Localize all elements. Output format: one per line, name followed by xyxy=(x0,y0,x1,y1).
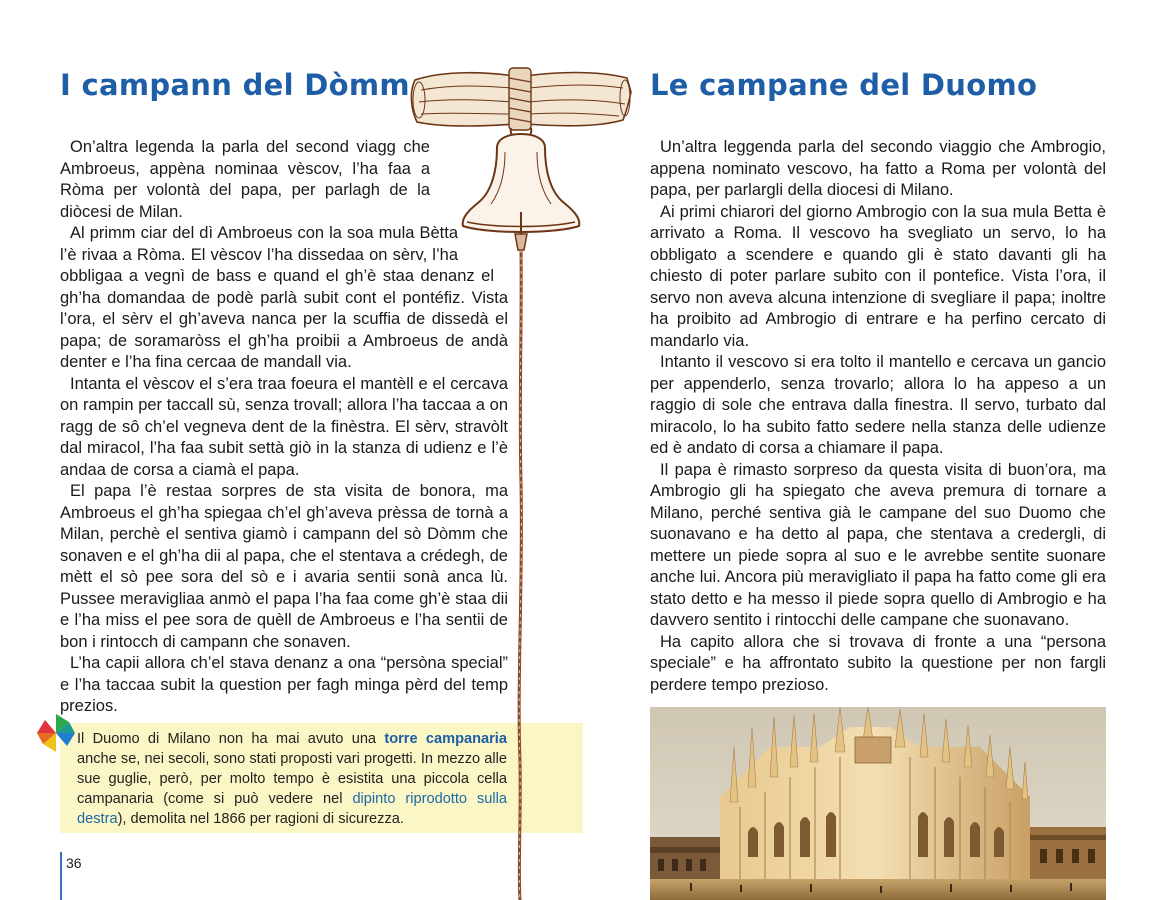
right-body xyxy=(650,137,1106,696)
right-paragraph: Intanto il vescovo si era tolto il mantello e cercava un gancio per appenderlo, senza trovarlo; allora lo ha appeso a un raggio di sole che entrava dalla finestra. Il servo, turbato dal miracolo, lo ha subito fatto sedere nella stanza delle udienze ed è andato di corsa a chiamare il papa. xyxy=(650,353,1106,457)
note-text-part: Il Duomo di Milano non ha mai avuto una xyxy=(77,731,385,747)
left-title: I campann del Dòmm xyxy=(60,68,410,102)
left-paragraph: Al primm ciar del dì Ambroeus con la soa mula Bètta l’è rivaa a Ròma. El vèscov l’ha dissedaa on sèrv, l’ha obbligaa a vegnì de bass e quand el gh’è staa denanz el gh’ha domandaa de podè parlà subit cont el pontéfiz. Vista l’ora, el sèrv el gh’aveva nanca per la scuffia de dissedà el papa; de soramaròss el gh’ha proibii a Ambroeus de andà denter e l’ha fina cercaa de mandall via. xyxy=(60,224,508,371)
right-paragraph: Ha capito allora che si trovava di fronte a una “persona speciale” e ha affrontato subito la questione per non fargli perdere tempo prezioso. xyxy=(650,632,1106,694)
duomo-painting xyxy=(650,707,1106,900)
right-paragraph: Il papa è rimasto sorpreso da questa visita di buon’ora, ma Ambrogio gli ha spiegato che aveva premura di tornare a Milano, perché sentiva già le campane del suo Duomo che suonavano e ha detto al papa, che stentava a credergli, di mettere un piede sopra al suo e le avrebbe sentite suonare anche lui. Ancora più meravigliato il papa ha fatto come gli era stato detto e ha messo il piede sopra quello di Ambrogio e ha davvero sentito i rintocchi delle campane che suonavano. xyxy=(650,460,1106,629)
pinwheel-icon xyxy=(35,712,77,754)
page-number: 36 xyxy=(60,852,82,900)
right-title: Le campane del Duomo xyxy=(650,68,1038,102)
left-paragraph: El papa l’è restaa sorpres de sta visita de bonora, ma Ambroeus el gh’ha spiegaa ch’el gh’aveva prèssa de tornà a Milan, perchè el sentiva giamò i campann del sò Dòmm che sonaven e el gh’ha dii al papa, che el stentava a crédegh, de mètt el sò pee sora del sò e i avaria sentii sonà anca lù. Pussee meravigliaa anmò el papa l’ha faa come gh’è staa dii e l’ha miss el pee sora de quèll de Ambroeus e l’ha sentii de bon i rintocch di campann che sonaven. xyxy=(60,482,508,651)
right-paragraph: Un’altra leggenda parla del secondo viaggio che Ambrogio, appena nominato vescovo, ha fatto a Roma per volontà del papa, per parlargli della diocesi di Milano. xyxy=(650,138,1106,199)
note-painting-reference: dipinto riprodotto sulla destra xyxy=(77,791,507,827)
left-paragraph: L’ha capii allora ch’el stava denanz a ona “persòna special” e l’ha taccaa subit la question per fagh minga pèrd del temp prezios. xyxy=(60,654,508,715)
bell-illustration xyxy=(405,62,635,900)
note-text-part: anche se, nei secoli, sono stati proposti vari progetti. In mezzo alle sue guglie, però, per molto tempo è esistita una piccola cella campanaria (come si può vedere nel xyxy=(77,751,507,807)
note-text-part: ), demolita nel 1866 per ragioni di sicurezza. xyxy=(117,811,404,827)
left-paragraph: On’altra legenda la parla del second viagg che Ambroeus, appèna nominaa vèscov, l’ha faa a Ròma per volontà del papa, per parlagh de la diòcesi de Milan. xyxy=(60,138,430,221)
right-paragraph: Ai primi chiarori del giorno Ambrogio con la sua mula Betta è arrivato a Roma. Il vescovo ha svegliato un servo, lo ha obbligato a scendere e quando gli è stato davanti gli ha chiesto di poter parlare subito con il pontefice. Vista l’ora, il servo non aveva alcuna intenzione di svegliare il papa; inoltre ha proibito ad Ambrogio di entrare e ha perfino cercato di mandarlo via. xyxy=(650,202,1106,350)
note-highlight: torre campanaria xyxy=(384,731,507,747)
left-paragraph: Intanta el vèscov el s’era traa foeura el mantèll e el cercava on rampin per taccall sù, senza trovall; allora l’ha taccaa a on ragg de sô ch’el vegneva dent de la finèstra. El sèrv, stravòlt dal miracol, l’ha faa subit settà giò in la stanza di udienz e l’è andaa de corsa a ciamà el papa. xyxy=(60,374,508,479)
